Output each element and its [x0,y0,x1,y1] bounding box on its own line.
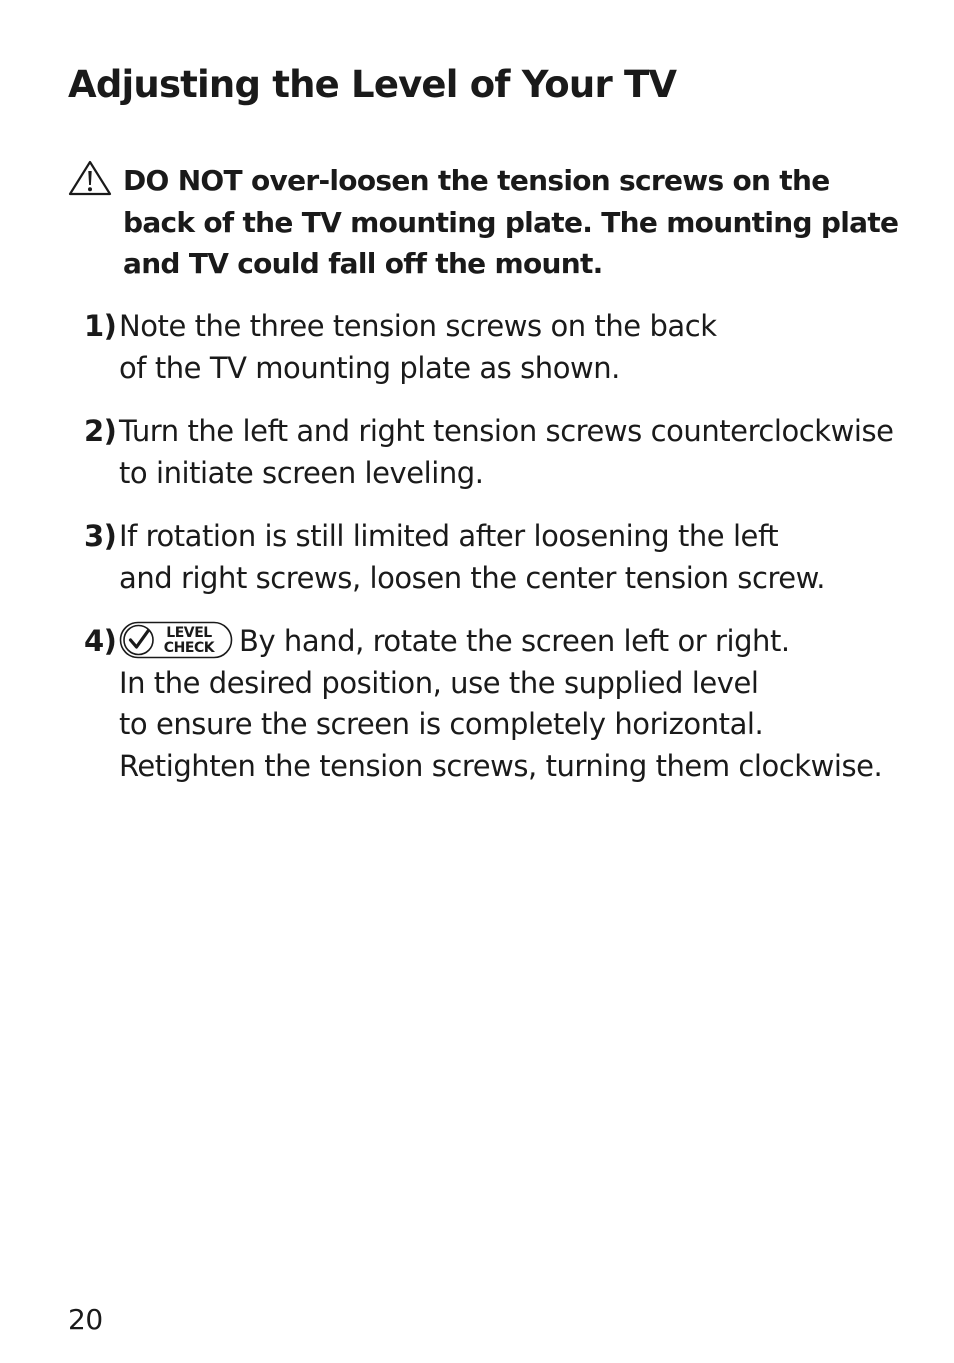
step-text: Turn the left and right tension screws counterclockwise to initiate screen leveling. [119,414,894,490]
page-number: 20 [68,1303,103,1336]
step-text [119,621,904,787]
badge-line-1: LEVEL [166,625,212,641]
level-check-icon [119,621,233,659]
step-text: Note the three tension screws on the back of the TV mounting plate as shown. [119,309,717,385]
warning-text: DO NOT over-loosen the tension screws on the back of the TV mounting plate. The mounting plate and TV could fall off the mount. [123,164,899,280]
step-3 [84,516,904,599]
step-4 [84,621,904,787]
badge-line-2: CHECK [163,640,215,656]
step-number: 4) [84,624,117,658]
step-2 [84,411,904,494]
step-text: If rotation is still limited after loosening the left and right screws, loosen the center tension screw. [119,519,826,595]
step-1 [84,306,904,389]
step-text-body: By hand, rotate the screen left or right. In the desired position, use the supplied level to ensure the screen is completely horizontal. Retighten the tension screws, turning them clockwise. [119,624,883,783]
step-number: 2) [84,414,117,448]
page-title: Adjusting the Level of Your TV [68,63,677,106]
warning-triangle-icon [68,160,112,196]
step-number: 3) [84,519,117,553]
step-number: 1) [84,309,117,343]
